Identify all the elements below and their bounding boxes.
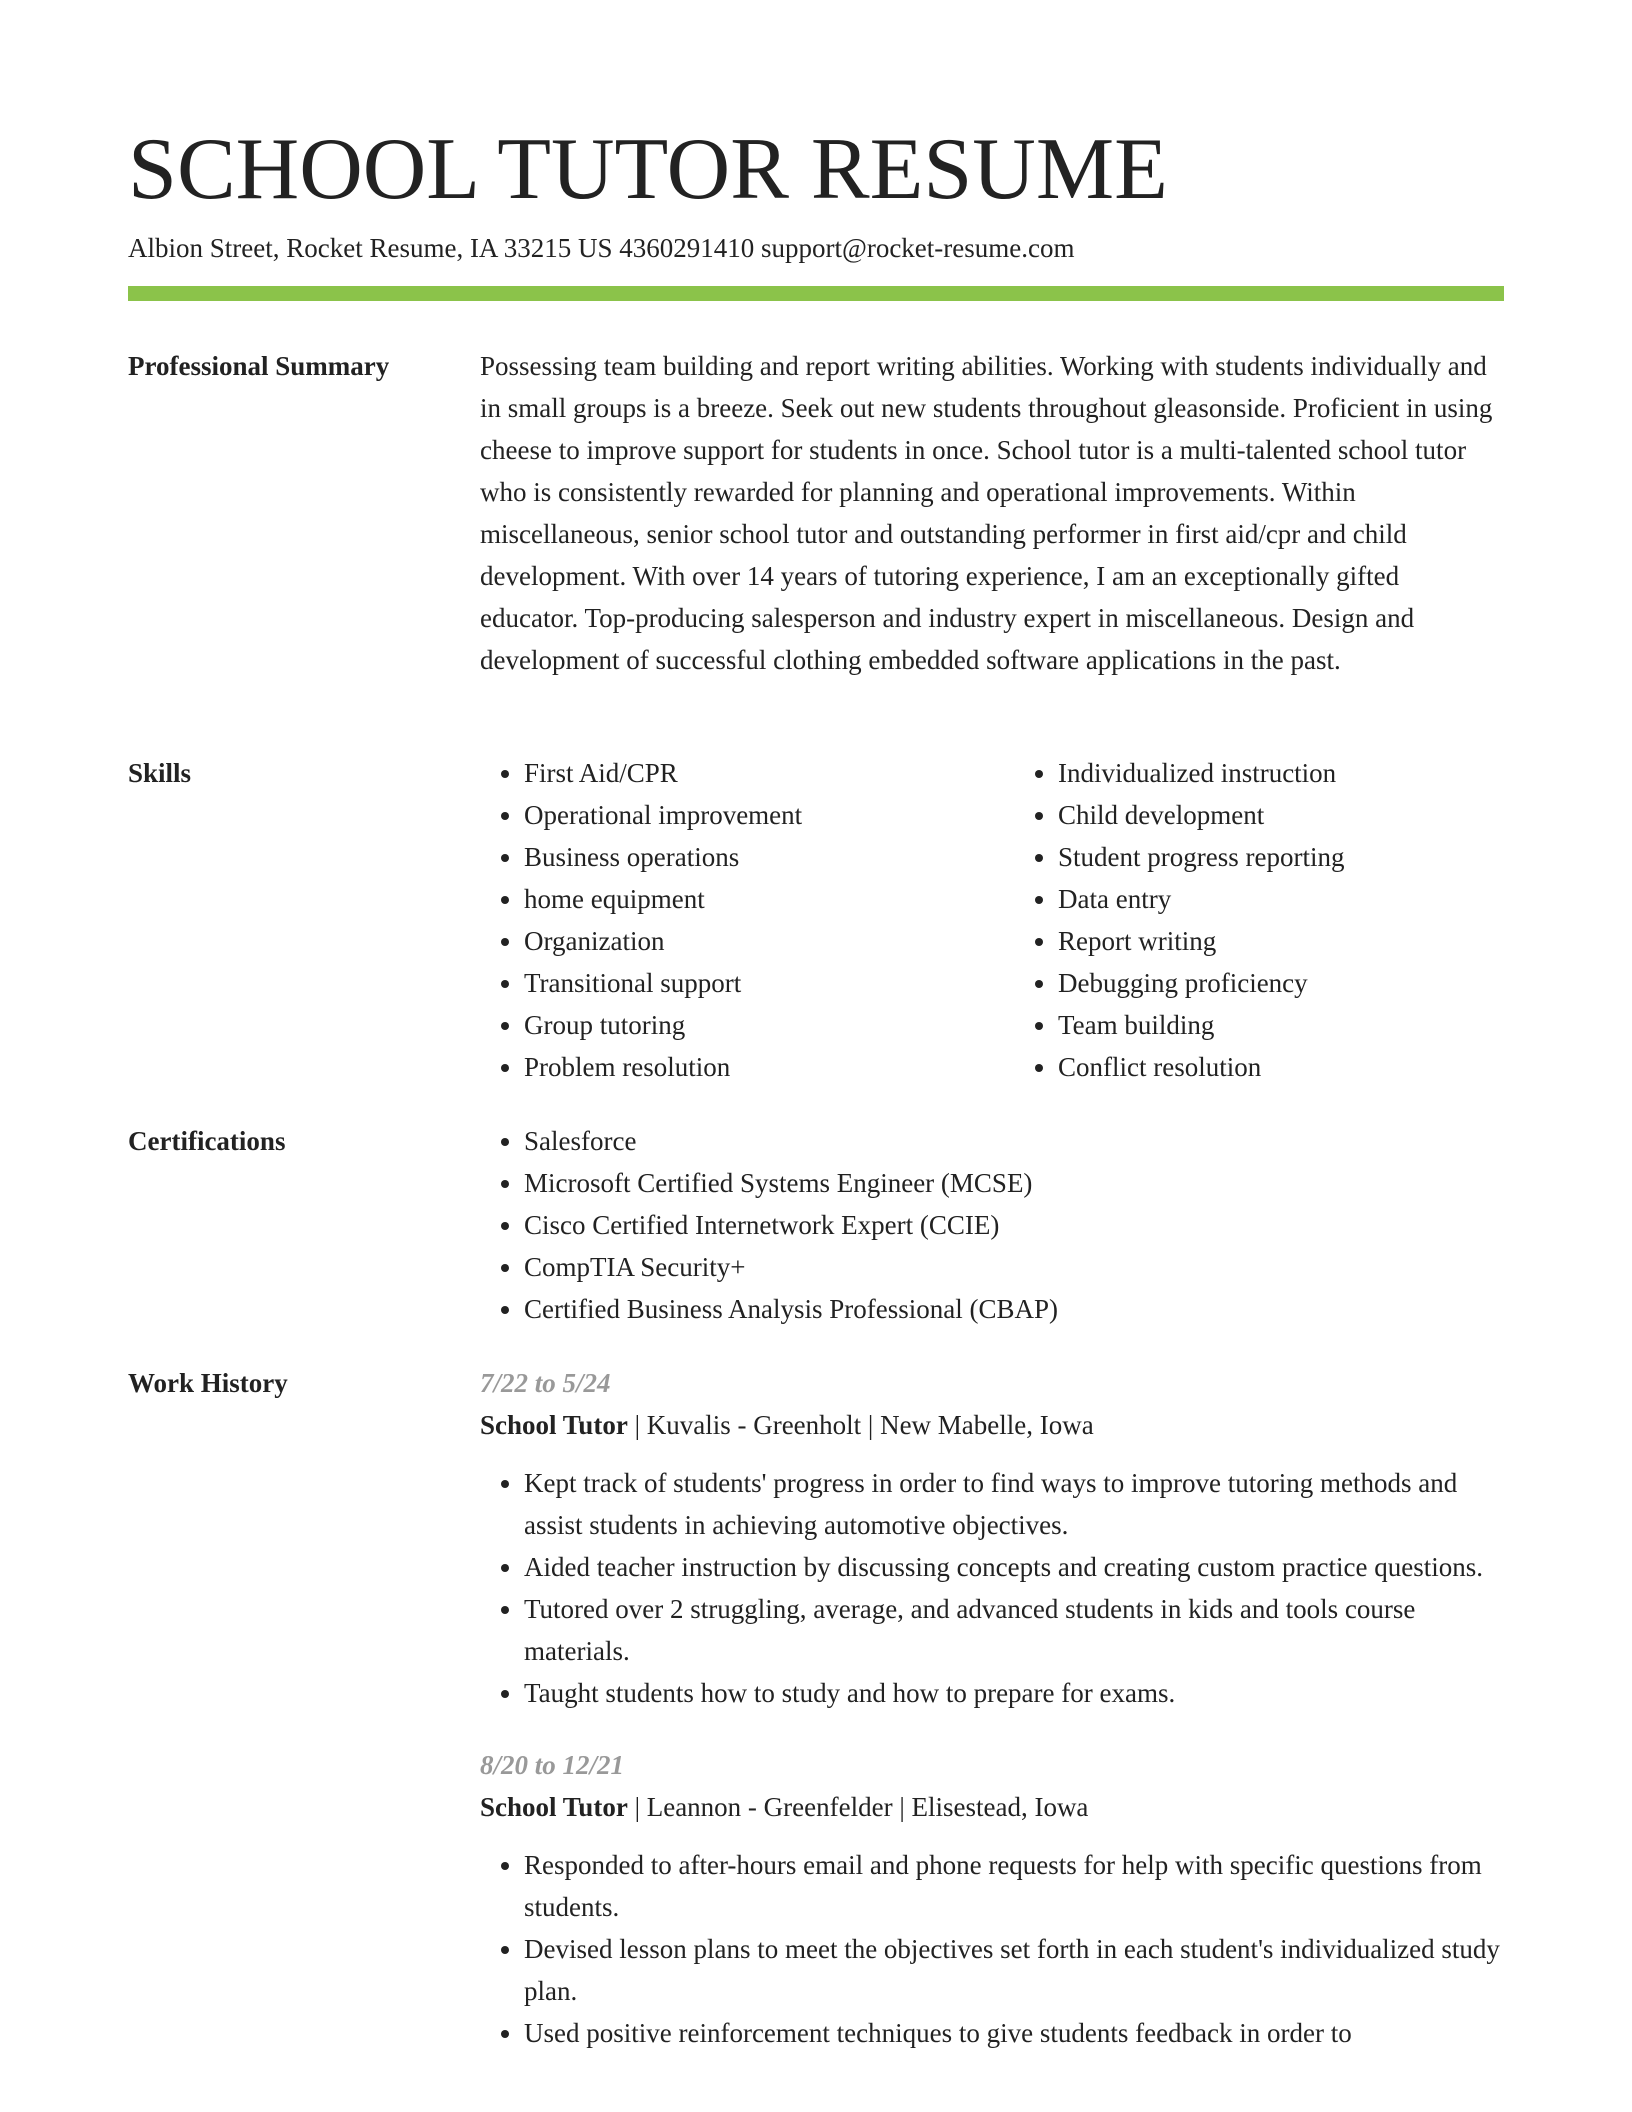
certifications-label: Certifications: [128, 1126, 286, 1156]
skill-item: • Team building: [1058, 1004, 1504, 1046]
skill-item: • Operational improvement: [524, 794, 970, 836]
resume-title: SCHOOL TUTOR RESUME: [128, 121, 1168, 218]
skill-item: • home equipment: [524, 878, 970, 920]
skill-item: • Student progress reporting: [1058, 836, 1504, 878]
skill-item: • Group tutoring: [524, 1004, 970, 1046]
skill-item: • Organization: [524, 920, 970, 962]
work-history-label: Work History: [128, 1368, 288, 1398]
summary-label: Professional Summary: [128, 351, 390, 381]
job-bullet: • Tutored over 2 struggling, average, and advanced students in kids and tools course materials.: [524, 1588, 1504, 1672]
skills-label: Skills: [128, 758, 192, 788]
accent-divider: [128, 286, 1504, 301]
skills-body: [480, 752, 1504, 1088]
job-heading: [480, 1786, 1504, 1828]
skill-item: • Business operations: [524, 836, 970, 878]
skill-item: • First Aid/CPR: [524, 752, 970, 794]
job-bullet: • Kept track of students' progress in order to find ways to improve tutoring methods and assist students in achieving automotive objectives.: [524, 1462, 1504, 1546]
certification-item: • Certified Business Analysis Professional (CBAP): [524, 1288, 1504, 1330]
job-dates: 8/20 to 12/21: [480, 1750, 625, 1780]
job-title: School Tutor: [480, 1410, 628, 1440]
certification-item: • Cisco Certified Internetwork Expert (CCIE): [524, 1204, 1504, 1246]
skill-item: • Child development: [1058, 794, 1504, 836]
job-dates: 7/22 to 5/24: [480, 1368, 611, 1398]
job-details: | Leannon - Greenfelder | Elisestead, Iowa: [627, 1792, 1089, 1822]
skill-item: • Report writing: [1058, 920, 1504, 962]
skill-item: • Data entry: [1058, 878, 1504, 920]
job-bullet: • Responded to after-hours email and phone requests for help with specific questions from students.: [524, 1844, 1504, 1928]
skill-item: • Debugging proficiency: [1058, 962, 1504, 1004]
job-bullets: [480, 1844, 1504, 2054]
job-entry: [480, 1744, 1504, 2054]
job-entry: [480, 1362, 1504, 1714]
work-history-body: [480, 1362, 1504, 2054]
skill-item: • Conflict resolution: [1058, 1046, 1504, 1088]
job-bullet: • Aided teacher instruction by discussing concepts and creating custom practice questions.: [524, 1546, 1504, 1588]
job-bullet: • Used positive reinforcement techniques to give students feedback in order to: [524, 2012, 1504, 2054]
skill-item: • Individualized instruction: [1058, 752, 1504, 794]
job-bullet: • Taught students how to study and how to prepare for exams.: [524, 1672, 1504, 1714]
contact-line: Albion Street, Rocket Resume, IA 33215 US 4360291410 support@rocket-resume.com: [128, 233, 1075, 263]
skill-item: • Transitional support: [524, 962, 970, 1004]
skill-item: • Problem resolution: [524, 1046, 970, 1088]
skills-list-left: [480, 752, 970, 1088]
job-details: | Kuvalis - Greenholt | New Mabelle, Iowa: [627, 1410, 1094, 1440]
certifications-list: [480, 1120, 1504, 1330]
job-bullets: [480, 1462, 1504, 1714]
job-bullet: • Devised lesson plans to meet the objectives set forth in each student's individualized study plan.: [524, 1928, 1504, 2012]
certification-item: • Salesforce: [524, 1120, 1504, 1162]
certification-item: • CompTIA Security+: [524, 1246, 1504, 1288]
summary-text: Possessing team building and report writing abilities. Working with students individually and in small groups is a breeze. Seek out new students throughout gleasonside. Proficient in using cheese to improve support for students in once. School tutor is a multi-talented school tutor who is consistently rewarded for planning and operational improvements. Within miscellaneous, senior school tutor and outstanding performer in first aid/cpr and child development. With over 14 years of tutoring experience, I am an exceptionally gifted educator. Top-producing salesperson and industry expert in miscellaneous. Design and development of successful clothing embedded software applications in the past.: [480, 351, 1493, 675]
job-title: School Tutor: [480, 1792, 628, 1822]
certification-item: • Microsoft Certified Systems Engineer (MCSE): [524, 1162, 1504, 1204]
summary-body: [480, 345, 1504, 681]
skills-list-right: [1014, 752, 1504, 1088]
certifications-body: [480, 1120, 1504, 1330]
job-heading: [480, 1404, 1504, 1446]
